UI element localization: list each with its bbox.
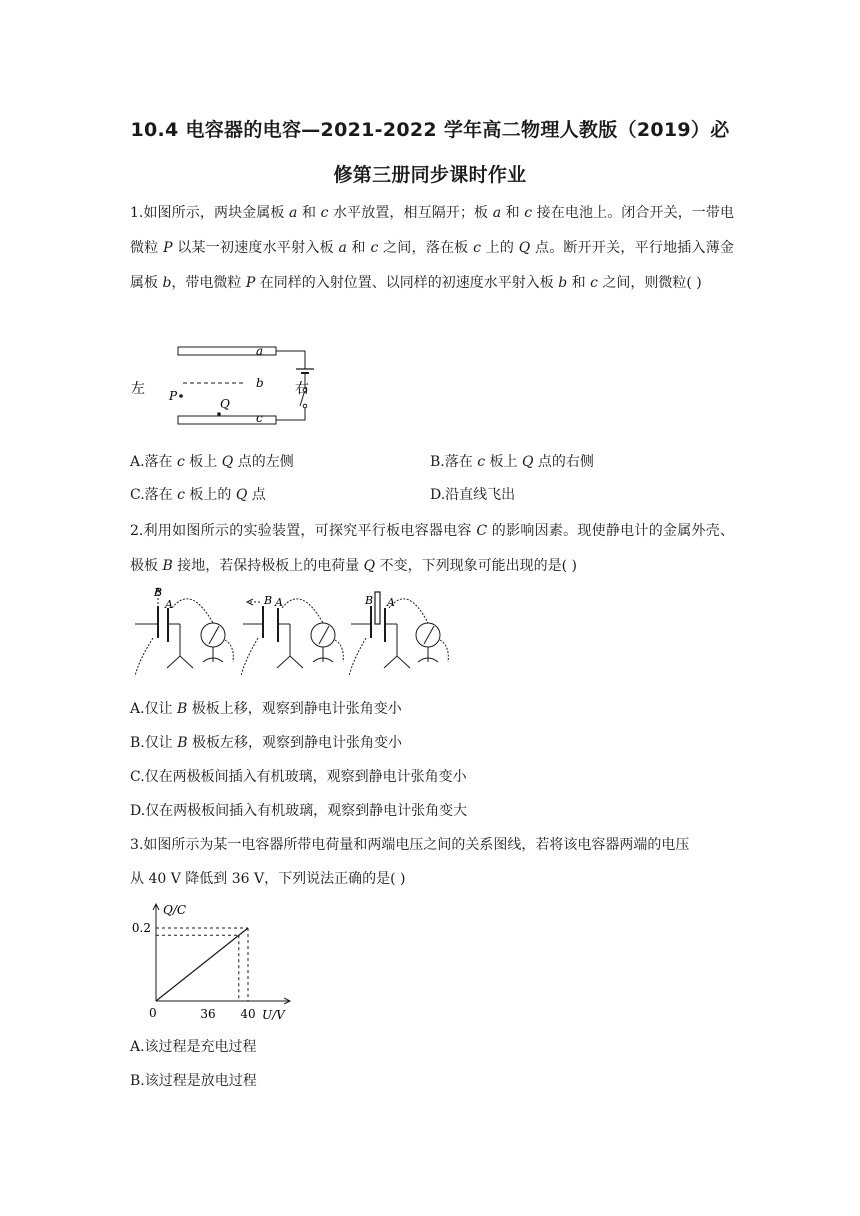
point-q	[217, 412, 221, 416]
apparatus-3-label-b: B	[365, 594, 374, 607]
apparatus-1	[135, 588, 233, 676]
label-left: 左	[131, 381, 145, 397]
q3-option-b: B.该过程是放电过程	[130, 1073, 257, 1089]
label-p: P	[169, 389, 178, 403]
q1-option-d: D.沿直线飞出	[430, 487, 516, 503]
question-2-stem: 2.利用如图所示的实验装置，可探究平行板电容器电容 C 的影响因素。现使静电计的金属外壳、极板 B 接地，若保持极板上的电荷量 Q 不变，下列现象可能出现的是( )	[130, 523, 735, 574]
page-title-line-1: 10.4 电容器的电容—2021-2022 学年高二物理人教版（2019）必	[130, 119, 730, 141]
q3-option-a: A.该过程是充电过程	[130, 1039, 257, 1055]
q2-option-b: B.仅让 B 极板左移，观察到静电计张角变小	[130, 735, 402, 751]
y-axis-label: Q/C	[163, 903, 187, 917]
question-3-stem-line-2: 从 40 V 降低到 36 V，下列说法正确的是( )	[130, 871, 406, 887]
particle-p	[179, 394, 183, 398]
label-b: b	[256, 376, 264, 390]
apparatus-3	[349, 592, 448, 676]
q1-option-b: B.落在 c 板上 Q 点的右侧	[430, 454, 594, 470]
apparatus-2-label-a: A	[275, 596, 283, 609]
question-2-figure	[125, 580, 465, 682]
question-1-stem: 1.如图所示，两块金属板 a 和 c 水平放置，相互隔开；板 a 和 c 接在电池上。闭合开关，一带电微粒 P 以某一初速度水平射入板 a 和 c 之间，落在板 c 上的 Q 点。断开开关，平行地插入薄金属板 b，带电微粒 P 在同样的入射位置、以同样的初速度水平射入板 b 和 c 之间，则微粒( )	[130, 205, 735, 291]
apparatus-1-label-b: B	[154, 586, 163, 599]
x-tick-label-40: 40	[240, 1007, 256, 1021]
x-tick-label-36: 36	[200, 1007, 216, 1021]
apparatus-3-label-a: A	[387, 596, 395, 609]
apparatus-2-label-b: B	[264, 594, 273, 607]
circuit-wire	[276, 351, 305, 369]
y-tick-label-0.2: 0.2	[131, 921, 151, 935]
origin-tick-label: 0	[149, 1006, 157, 1020]
x-axis-label: U/V	[262, 1008, 285, 1022]
question-1-figure	[125, 328, 325, 440]
q2-option-d: D.仅在两极板间插入有机玻璃，观察到静电计张角变大	[130, 803, 468, 819]
label-c: c	[256, 411, 263, 425]
question-3-stem-line-1: 3.如图所示为某一电容器所带电荷量和两端电压之间的关系图线，若将该电容器两端的电压	[130, 837, 690, 853]
label-q: Q	[220, 397, 230, 411]
q1-option-a: A.落在 c 板上 Q 点的左侧	[130, 454, 294, 470]
apparatus-1-label-a: A	[165, 598, 173, 611]
q2-option-c: C.仅在两极板间插入有机玻璃，观察到静电计张角变小	[130, 769, 467, 785]
label-right: 右	[295, 381, 309, 397]
q1-option-c: C.落在 c 板上的 Q 点	[130, 487, 266, 503]
question-3-chart	[130, 898, 300, 1022]
series-line-0	[156, 928, 248, 1001]
switch-contact-bottom	[303, 404, 307, 408]
label-a: a	[256, 344, 264, 358]
q2-option-a: A.仅让 B 极板上移，观察到静电计张角变小	[130, 701, 402, 717]
page-title-line-2: 修第三册同步课时作业	[333, 164, 527, 186]
apparatus-2	[241, 599, 343, 676]
